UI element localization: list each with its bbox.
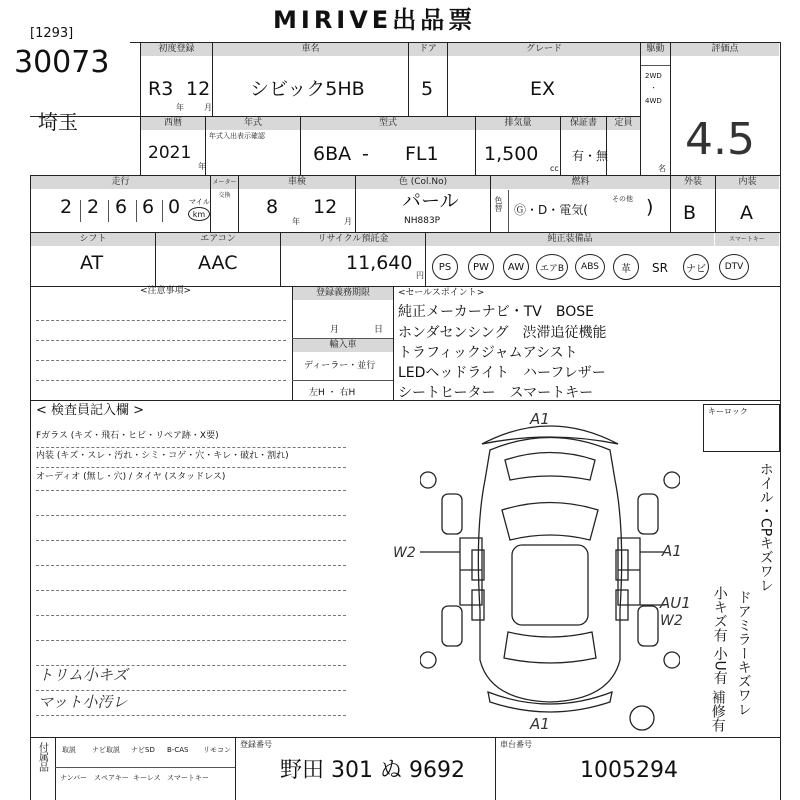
equip-aw xyxy=(503,254,529,280)
hdr-aircon: エアコン xyxy=(156,233,280,246)
rule xyxy=(55,767,235,768)
registration-number: 野田 301 ぬ 9692 xyxy=(280,758,465,783)
hdr-shift: シフト xyxy=(31,233,155,246)
western-year: 2021 xyxy=(148,143,192,163)
lot-box: [1293] xyxy=(30,26,74,41)
damage-mark-rear: A1 xyxy=(530,715,550,733)
car-wheel xyxy=(638,606,658,646)
rule xyxy=(640,42,641,175)
attach-remote: リモコン xyxy=(203,746,231,754)
lot-number: 30073 xyxy=(14,45,110,80)
equip-label: AW xyxy=(507,261,525,273)
rule xyxy=(36,590,346,591)
handwritten-note: マット小汚レ xyxy=(38,693,128,711)
equip-label: DTV xyxy=(724,262,744,272)
reg-month: 月 xyxy=(330,325,340,335)
mileage-digit: 2 xyxy=(60,196,73,218)
rule xyxy=(393,286,394,400)
rule xyxy=(36,467,346,468)
rule xyxy=(606,116,607,175)
capacity-unit: 名 xyxy=(658,164,666,173)
rule xyxy=(36,340,286,341)
remark-vertical: 小キズ有 小U有 xyxy=(711,586,728,685)
hdr-model: 型式 xyxy=(301,117,475,130)
rule xyxy=(495,737,496,800)
sales-point: ホンダセンシング 渋滞追従機能 xyxy=(398,325,607,341)
rule xyxy=(140,42,141,175)
car-body-outline xyxy=(478,438,621,703)
sales-label: <セールスポイント> xyxy=(398,288,485,298)
attach-smart-key: スマートキー xyxy=(167,774,209,782)
hdr-mileage: 走行 xyxy=(31,176,210,189)
attachments-label: 付属品 xyxy=(36,742,48,772)
rule xyxy=(36,715,346,716)
car-roof xyxy=(512,545,588,625)
rule xyxy=(36,540,346,541)
rule xyxy=(80,200,81,222)
equip-ps xyxy=(432,254,458,280)
hdr-smartkey: スマートキー xyxy=(715,233,779,246)
steering-side: 左H ・ 右H xyxy=(309,388,356,398)
hdr-first-reg: 初度登録 xyxy=(141,43,212,56)
wheel-circle xyxy=(664,472,680,488)
equip-label: 革 xyxy=(621,263,631,275)
car-hood xyxy=(505,453,595,481)
fuel-text: Ⓖ・D・電気( xyxy=(514,203,588,217)
attach-plate: ナンバー xyxy=(60,774,88,782)
cc-unit: cc xyxy=(550,164,559,173)
rule xyxy=(36,320,286,321)
car-damage-diagram xyxy=(420,410,680,736)
mileage-digit: 2 xyxy=(87,196,100,218)
equip-dtv xyxy=(719,254,749,280)
reg-day: 日 xyxy=(374,325,384,335)
color-code: NH883P xyxy=(404,216,441,226)
western-year-unit: 年 xyxy=(198,162,206,171)
notes-label: <注意事項> xyxy=(140,286,192,296)
sales-point: トラフィックジャムアシスト xyxy=(398,345,578,361)
remark-vertical: ドアミラーキズワレ xyxy=(735,590,752,716)
color-change-label: 色替 xyxy=(494,196,503,212)
chassis-number: 1005294 xyxy=(580,758,678,783)
score-value: 4.5 xyxy=(685,114,755,165)
fuel-other: その他 xyxy=(612,195,633,203)
wheel-circle xyxy=(420,652,436,668)
region: 埼玉 xyxy=(38,110,78,134)
hdr-recycle: リサイクル預託金 xyxy=(281,233,425,246)
car-name: シビック5HB xyxy=(250,78,365,100)
hdr-color: 色 (Col.No) xyxy=(356,176,490,189)
hdr-inspection: 車検 xyxy=(239,176,355,189)
mileage-digit: 0 xyxy=(168,196,181,218)
rule xyxy=(36,447,346,448)
year-note: 年式入出表示確認 xyxy=(209,132,265,140)
model-dash: - xyxy=(362,143,369,165)
hdr-grade: グレード xyxy=(448,43,640,56)
hdr-interior: 内装 xyxy=(716,176,779,189)
color-name: パール xyxy=(402,190,459,212)
spare-tire xyxy=(630,706,654,730)
hdr-drive: 駆動 xyxy=(641,43,670,56)
rule xyxy=(36,565,346,566)
warranty: 有・無 xyxy=(572,149,609,163)
rule xyxy=(780,42,781,800)
hdr-doors: ドア xyxy=(409,43,447,56)
rule xyxy=(162,200,163,222)
hdr-car-name: 車名 xyxy=(213,43,408,56)
drive-dot: ・ xyxy=(650,84,657,92)
car-wheel xyxy=(442,606,462,646)
rule xyxy=(36,640,346,641)
hdr-warranty: 保証書 xyxy=(561,117,606,130)
rule xyxy=(36,490,346,491)
rule xyxy=(136,200,137,222)
equip-leather xyxy=(613,254,639,280)
equip-sr: SR xyxy=(652,261,668,275)
equip-label: PS xyxy=(438,261,452,273)
remark-vertical: ホイル・CPキズワレ xyxy=(757,462,774,593)
rule xyxy=(55,737,56,800)
key-lock-label: キーロック xyxy=(708,407,748,416)
fuel-close: ) xyxy=(646,196,654,218)
rule xyxy=(508,190,509,232)
rule xyxy=(36,360,286,361)
rule xyxy=(30,737,780,738)
sales-point: LEDヘッドライト ハーフレザー xyxy=(398,365,606,381)
model-prefix: 6BA xyxy=(313,143,352,165)
inspection-year-unit: 年 xyxy=(292,217,300,226)
car-front-bumper xyxy=(482,426,618,444)
rule xyxy=(36,515,346,516)
equip-label: PW xyxy=(473,261,489,273)
inspector-title: < 検査員記入欄 > xyxy=(36,403,145,418)
rule xyxy=(108,200,109,222)
rule xyxy=(641,65,670,66)
damage-mark-right-front: A1 xyxy=(662,542,682,560)
hdr-year-model: 年式 xyxy=(206,117,300,130)
wheel-circle xyxy=(664,652,680,668)
attach-manual: 取説 xyxy=(62,746,76,754)
hdr-western: 西暦 xyxy=(141,117,205,130)
model-code: FL1 xyxy=(405,143,439,165)
first-reg-month-unit: 月 xyxy=(204,103,212,112)
hdr-equipment: 純正装備品 xyxy=(426,233,714,246)
inspection-year: 8 xyxy=(266,196,279,218)
hdr-capacity: 定員 xyxy=(607,117,640,130)
hdr-score: 評価点 xyxy=(671,43,779,56)
mile-label: マイル xyxy=(189,198,210,206)
attach-bcas: B-CAS xyxy=(167,746,189,754)
first-reg-month: 12 xyxy=(186,78,211,100)
equip-airbag xyxy=(536,254,568,280)
rule xyxy=(36,690,346,691)
rule xyxy=(235,737,236,800)
exterior-grade: B xyxy=(683,202,697,224)
equip-pw xyxy=(468,254,494,280)
mileage-digit: 6 xyxy=(142,196,155,218)
hdr-exterior: 外装 xyxy=(671,176,715,189)
inspector-line-interior: 内装 (キズ・スレ・汚れ・シミ・コゲ・穴・キレ・破れ・割れ) xyxy=(36,451,289,461)
inspection-month: 12 xyxy=(313,196,338,218)
damage-mark-right-rear-2: W2 xyxy=(660,613,683,629)
yen-unit: 円 xyxy=(416,271,424,280)
displacement: 1,500 xyxy=(484,143,539,165)
equip-label: エアB xyxy=(539,263,565,274)
damage-mark-front: A1 xyxy=(530,410,550,428)
inspector-line-audio: オーディオ (無し・穴) / タイヤ (スタッドレス) xyxy=(36,472,226,482)
handwritten-note: トリム小キズ xyxy=(38,666,128,684)
attach-keyless: キーレス xyxy=(133,774,161,782)
reg-number-label: 登録番号 xyxy=(240,740,272,749)
sheet-title: MIRIVE出品票 xyxy=(273,6,477,34)
sales-point: シートヒーター スマートキー xyxy=(398,385,594,401)
wheel-circle xyxy=(420,472,436,488)
rule xyxy=(670,42,671,175)
rule xyxy=(292,380,393,381)
km-circle xyxy=(188,207,210,221)
rule xyxy=(36,380,286,381)
equip-label: ナビ xyxy=(686,263,706,275)
doors: 5 xyxy=(421,78,434,100)
first-reg-era: R3 xyxy=(148,78,174,100)
rule xyxy=(30,175,31,800)
sales-point: 純正メーカーナビ・TV BOSE xyxy=(398,304,594,320)
recycle-fee: 11,640 xyxy=(346,252,413,274)
first-reg-year-unit: 年 xyxy=(176,103,184,112)
hdr-reg-deadline: 登録義務期限 xyxy=(293,287,393,300)
rule xyxy=(36,615,346,616)
hdr-fuel: 燃料 xyxy=(491,176,670,189)
hdr-import: 輸入車 xyxy=(293,339,393,352)
inspection-month-unit: 月 xyxy=(344,217,352,226)
chassis-label: 車台番号 xyxy=(500,740,532,749)
car-wheel xyxy=(442,494,462,534)
car-wheel xyxy=(638,494,658,534)
drive-4wd: 4WD xyxy=(645,97,662,105)
attach-navi-manual: ナビ取説 xyxy=(92,746,120,754)
mileage-digit: 6 xyxy=(115,196,128,218)
equip-abs xyxy=(575,254,605,280)
drive-2wd: 2WD xyxy=(645,72,662,80)
hdr-displacement: 排気量 xyxy=(476,117,560,130)
car-windshield xyxy=(502,503,598,541)
km-label: km xyxy=(192,209,206,219)
shift-value: AT xyxy=(80,252,104,274)
hdr-meter: メーター交換 xyxy=(211,176,238,189)
dealer-parallel: ディーラー・並行 xyxy=(304,361,376,371)
remark-vertical: 補修有 xyxy=(709,690,726,732)
equip-label: ABS xyxy=(581,262,599,272)
interior-grade: A xyxy=(740,202,753,224)
damage-mark-left: W2 xyxy=(393,545,416,561)
car-rear-window xyxy=(504,632,596,663)
grade: EX xyxy=(530,78,556,100)
damage-mark-right-rear: AU1 xyxy=(660,594,691,612)
equip-navi xyxy=(683,254,709,280)
aircon-value: AAC xyxy=(198,252,238,274)
attach-spare-key: スペアキー xyxy=(94,774,129,782)
attach-navi-sd: ナビSD xyxy=(131,746,155,754)
inspector-line-glass: Fガラス (キズ・飛石・ヒビ・リペア跡・X要) xyxy=(36,431,219,441)
